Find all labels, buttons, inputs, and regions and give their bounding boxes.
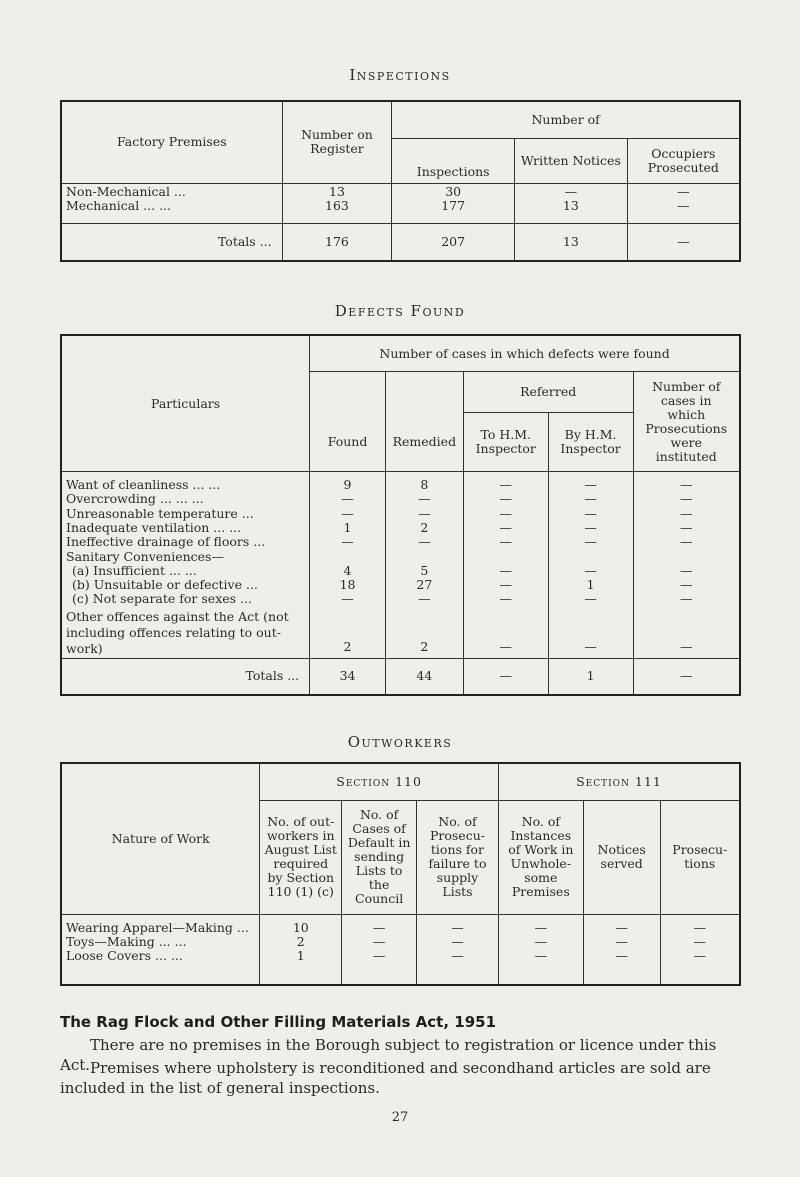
cell-prosecutions: —	[633, 607, 740, 659]
cell-found: 2	[310, 607, 386, 659]
cell-by-hm: —	[548, 607, 633, 659]
row-label: Sanitary Conveniences—	[66, 548, 224, 564]
table-row	[61, 492, 740, 506]
cell-default: —	[342, 949, 417, 985]
cell-by-hm: 1	[548, 578, 633, 592]
cell-remedied: 8	[385, 472, 463, 492]
cell-found: 9	[310, 472, 386, 492]
cell-to-hm: —	[463, 492, 548, 506]
cell-by-hm: —	[548, 472, 633, 492]
header-written-notices: Written Notices	[515, 138, 628, 183]
header-particulars: Particulars	[61, 335, 310, 472]
header-to-hm-inspector: To H.M. Inspector	[463, 413, 548, 472]
header-number-of: Number of	[392, 101, 740, 138]
row-label: Other offences against the Act (not including offences relating to out-work)	[66, 608, 289, 656]
header-number-on-register: Number on Register	[282, 101, 392, 183]
cell-prosecutions: —	[660, 914, 740, 934]
total-prosecuted: —	[627, 223, 740, 261]
rag-flock-act-title: The Rag Flock and Other Filling Materials Act, 1951	[60, 1013, 497, 1031]
cell-outworkers: 10	[260, 914, 342, 934]
row-label: Want of cleanliness ... ...	[66, 477, 220, 492]
table-row	[61, 549, 740, 563]
header-prosecutions-instituted: Number of cases in which Prosecutions were instituted	[633, 372, 740, 472]
cell-default: —	[342, 914, 417, 934]
cell-instances: —	[498, 914, 583, 934]
header-occupiers-prosecuted: Occupiers Prosecuted	[627, 138, 740, 183]
header-number-of-cases: Number of cases in which defects were found	[310, 335, 740, 372]
cell-by-hm: —	[548, 564, 633, 578]
cell-to-hm: —	[463, 607, 548, 659]
header-referred: Referred	[463, 372, 633, 413]
cell-to-hm: —	[463, 521, 548, 535]
cell-notices: —	[515, 183, 628, 199]
cell-prosecutions: —	[660, 935, 740, 949]
header-unwholesome-instances: No. of Instances of Work in Unwhole-some Premises	[498, 800, 583, 914]
totals-row	[61, 658, 740, 695]
table-row	[61, 472, 740, 492]
cell-outworkers: 2	[260, 935, 342, 949]
total-notices: 13	[515, 223, 628, 261]
cell-outworkers: 1	[260, 949, 342, 985]
rag-flock-paragraph-2: Premises where upholstery is reconditioned and secondhand articles are sold are included in the list of general inspections.	[60, 1059, 711, 1097]
header-default-cases: No. of Cases of Default in sending Lists to the Council	[342, 800, 417, 914]
cell-instances: —	[498, 949, 583, 985]
cell-prosecuted: —	[627, 183, 740, 199]
cell-register: 163	[282, 199, 392, 223]
table-row	[61, 535, 740, 549]
cell-to-hm: —	[463, 564, 548, 578]
row-label: (a) Insufficient ... ...	[72, 563, 197, 578]
cell-prosecutions: —	[633, 535, 740, 549]
total-found: 34	[310, 658, 386, 695]
cell-remedied: —	[385, 492, 463, 506]
header-section-110: Section 110	[260, 763, 499, 800]
header-remedied: Remedied	[385, 372, 463, 472]
total-inspections: 207	[392, 223, 515, 261]
cell-notices: —	[583, 935, 660, 949]
row-label: Mechanical ... ...	[66, 198, 171, 213]
cell-found: —	[310, 592, 386, 606]
table-row	[61, 949, 740, 985]
cell-notices: 13	[515, 199, 628, 223]
cell-prosecutions-lists: —	[417, 935, 499, 949]
table-row	[61, 607, 740, 659]
inspections-table	[60, 100, 741, 262]
cell-to-hm: —	[463, 535, 548, 549]
cell-remedied: 5	[385, 564, 463, 578]
cell-remedied: —	[385, 507, 463, 521]
defects-table	[60, 334, 741, 696]
table-row	[61, 935, 740, 949]
total-to-hm: —	[463, 658, 548, 695]
cell-prosecutions: —	[633, 472, 740, 492]
row-label: Unreasonable temperature ...	[66, 506, 254, 521]
cell-prosecutions: —	[633, 578, 740, 592]
header-factory-premises: Factory Premises	[61, 101, 282, 183]
table-row	[61, 914, 740, 934]
cell-prosecuted: —	[627, 199, 740, 223]
cell-found: 1	[310, 521, 386, 535]
cell-by-hm: —	[548, 507, 633, 521]
header-notices-served: Notices served	[583, 800, 660, 914]
cell-remedied: —	[385, 535, 463, 549]
cell-notices: —	[583, 949, 660, 985]
row-label: Non-Mechanical ...	[66, 184, 186, 199]
cell-inspections: 30	[392, 183, 515, 199]
cell-notices: —	[583, 914, 660, 934]
cell-to-hm: —	[463, 578, 548, 592]
page-number: 27	[391, 1110, 409, 1125]
cell-found: 18	[310, 578, 386, 592]
header-prosecutions-lists: No. of Prosecu-tions for failure to supply Lists	[417, 800, 499, 914]
cell-found: —	[310, 507, 386, 521]
cell-by-hm: —	[548, 492, 633, 506]
table-row	[61, 183, 740, 199]
table-row	[61, 507, 740, 521]
outworkers-title: Outworkers	[347, 733, 453, 751]
cell-found: —	[310, 492, 386, 506]
cell-default: —	[342, 935, 417, 949]
cell-to-hm: —	[463, 592, 548, 606]
cell-by-hm: —	[548, 521, 633, 535]
totals-label: Totals ...	[245, 668, 299, 683]
cell-found: 4	[310, 564, 386, 578]
totals-row	[61, 223, 740, 261]
header-section-111: Section 111	[498, 763, 740, 800]
table-row	[61, 592, 740, 606]
row-label: (c) Not separate for sexes ...	[72, 591, 252, 606]
defects-title: Defects Found	[334, 302, 466, 320]
header-inspections: Inspections	[392, 138, 515, 183]
row-label: Ineffective drainage of floors ...	[66, 534, 265, 549]
row-label: Wearing Apparel—Making ...	[66, 920, 249, 935]
cell-by-hm: —	[548, 535, 633, 549]
rag-flock-paragraph-1: There are no premises in the Borough subject to registration or licence under this Act.	[60, 1036, 717, 1074]
cell-prosecutions: —	[633, 492, 740, 506]
table-row	[61, 578, 740, 592]
inspections-title: Inspections	[349, 66, 451, 84]
table-row	[61, 199, 740, 223]
cell-to-hm: —	[463, 507, 548, 521]
cell-remedied: 27	[385, 578, 463, 592]
cell-prosecutions: —	[660, 949, 740, 985]
table-row	[61, 564, 740, 578]
outworkers-table	[60, 762, 741, 986]
row-label: Toys—Making ... ...	[66, 934, 187, 949]
cell-prosecutions: —	[633, 564, 740, 578]
cell-register: 13	[282, 183, 392, 199]
row-label: Inadequate ventilation ... ...	[66, 520, 241, 535]
total-by-hm: 1	[548, 658, 633, 695]
cell-prosecutions: —	[633, 592, 740, 606]
cell-instances: —	[498, 935, 583, 949]
cell-remedied: 2	[385, 607, 463, 659]
header-nature-of-work: Nature of Work	[61, 763, 260, 914]
totals-label: Totals ...	[218, 234, 272, 249]
row-label: (b) Unsuitable or defective ...	[72, 577, 258, 592]
row-label: Overcrowding ... .	[66, 491, 204, 506]
total-register: 176	[282, 223, 392, 261]
cell-found: —	[310, 535, 386, 549]
cell-by-hm: —	[548, 592, 633, 606]
header-outworkers-count: No. of out-workers in August List required by Section 110 (1) (c)	[260, 800, 342, 914]
row-label: Loose Covers ... ...	[66, 948, 183, 963]
cell-prosecutions: —	[633, 521, 740, 535]
cell-remedied: 2	[385, 521, 463, 535]
cell-prosecutions-lists: —	[417, 914, 499, 934]
cell-inspections: 177	[392, 199, 515, 223]
cell-prosecutions-lists: —	[417, 949, 499, 985]
table-row	[61, 521, 740, 535]
header-found: Found	[310, 372, 386, 472]
header-by-hm-inspector: By H.M. Inspector	[548, 413, 633, 472]
total-prosecutions: —	[633, 658, 740, 695]
cell-to-hm: —	[463, 472, 548, 492]
header-prosecutions: Prosecu-tions	[660, 800, 740, 914]
cell-prosecutions: —	[633, 507, 740, 521]
cell-remedied: —	[385, 592, 463, 606]
total-remedied: 44	[385, 658, 463, 695]
